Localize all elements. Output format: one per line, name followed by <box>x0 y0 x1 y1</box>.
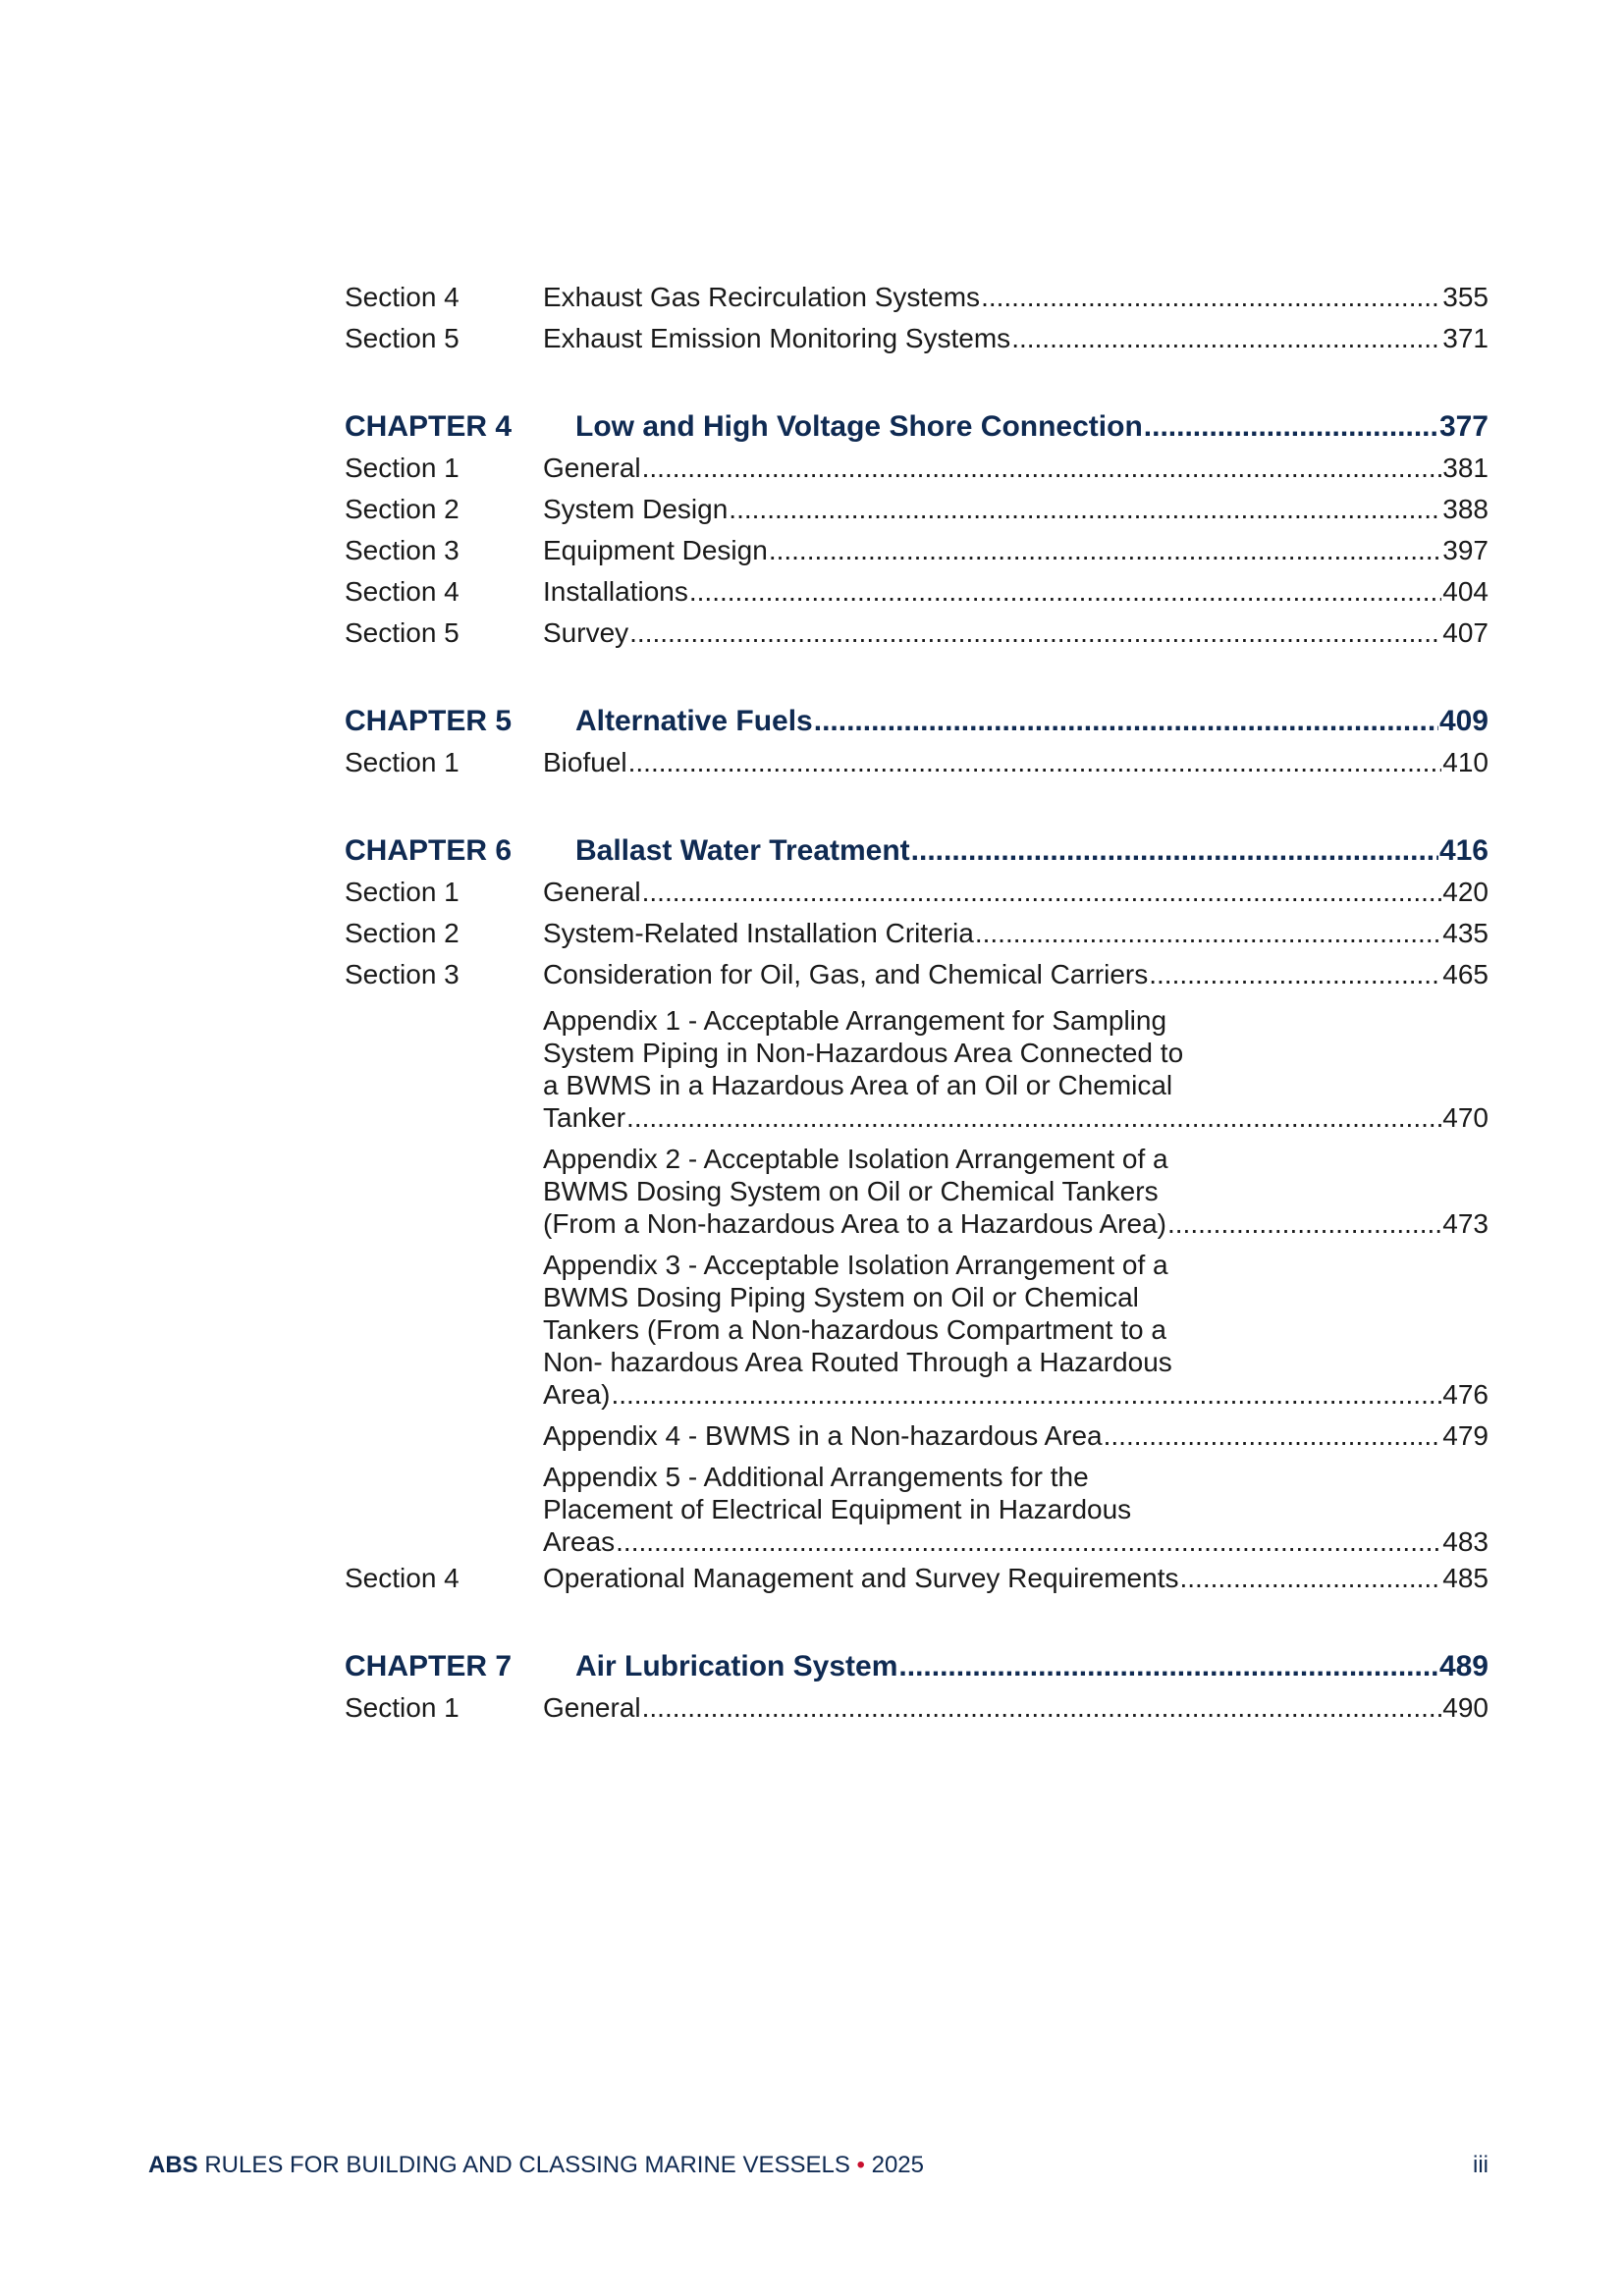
toc-chapter-entry[interactable] <box>345 1646 1489 1687</box>
section-page-number: 410 <box>1442 747 1489 777</box>
chapter-title-line <box>575 1646 1489 1687</box>
toc-section-entry[interactable] <box>345 571 1489 613</box>
section-title-line <box>543 913 1489 954</box>
section-title-line <box>543 1558 1489 1599</box>
toc-section-entry[interactable] <box>345 954 1489 995</box>
toc-section-entry[interactable] <box>345 489 1489 530</box>
section-page-number: 397 <box>1442 535 1489 565</box>
dot-leader <box>1149 954 1441 995</box>
dot-leader <box>616 1525 1441 1558</box>
section-title: General <box>543 1692 641 1723</box>
dot-leader <box>1167 1207 1441 1240</box>
dot-leader <box>1104 1419 1442 1452</box>
chapter-title: Ballast Water Treatment <box>575 834 910 867</box>
appendix-page-number: 483 <box>1442 1526 1489 1557</box>
section-page-number: 420 <box>1442 877 1489 907</box>
toc-section-entry[interactable] <box>345 277 1489 318</box>
dot-leader <box>626 1101 1441 1134</box>
appendix-title-line: BWMS Dosing Piping System on Oil or Chemical <box>543 1282 1139 1312</box>
section-label: Section 1 <box>345 453 460 483</box>
dot-leader <box>729 489 1441 530</box>
dot-leader <box>628 742 1442 783</box>
appendix-page-number: 476 <box>1442 1379 1489 1410</box>
section-title-line <box>543 872 1489 913</box>
appendix-title-line: Appendix 2 - Acceptable Isolation Arrangement of a <box>543 1144 1168 1174</box>
appendix-title-end: Tanker <box>543 1102 626 1133</box>
section-title-line <box>543 448 1489 489</box>
footer-org: ABS <box>148 2152 198 2178</box>
chapter-label: CHAPTER 4 <box>345 410 513 443</box>
appendix-title-line: Appendix 1 - Acceptable Arrangement for Sampling <box>543 1005 1167 1036</box>
appendix-title-block <box>543 1249 1489 1411</box>
dot-leader <box>689 571 1441 613</box>
page-footer <box>148 2152 1489 2187</box>
chapter-page-number: 377 <box>1438 410 1489 443</box>
section-page-number: 355 <box>1442 282 1489 312</box>
section-page-number: 485 <box>1442 1563 1489 1593</box>
section-page-number: 490 <box>1442 1692 1489 1723</box>
section-title-line <box>543 613 1489 654</box>
dot-leader <box>814 701 1438 742</box>
appendix-title-end: Appendix 4 - BWMS in a Non-hazardous Area <box>543 1420 1103 1451</box>
section-title: Equipment Design <box>543 535 768 565</box>
appendix-last-line <box>543 1419 1489 1452</box>
section-title: Operational Management and Survey Requirements <box>543 1563 1179 1593</box>
section-title: System-Related Installation Criteria <box>543 918 974 948</box>
footer-year: 2025 <box>871 2152 924 2178</box>
appendix-title-block <box>543 1004 1489 1134</box>
section-page-number: 381 <box>1442 453 1489 483</box>
appendix-title-line: a BWMS in a Hazardous Area of an Oil or Chemical <box>543 1070 1173 1100</box>
toc-section-entry[interactable] <box>345 448 1489 489</box>
dot-leader <box>629 613 1441 654</box>
appendix-title-end: Area) <box>543 1379 611 1410</box>
toc-section-entry[interactable] <box>345 318 1489 359</box>
section-label: Section 2 <box>345 494 460 524</box>
appendix-last-line <box>543 1207 1489 1240</box>
appendix-title-line: BWMS Dosing System on Oil or Chemical Tankers <box>543 1176 1159 1206</box>
toc-section-entry[interactable] <box>345 872 1489 913</box>
appendix-title-end: (From a Non-hazardous Area to a Hazardous Area) <box>543 1208 1166 1239</box>
section-label: Section 4 <box>345 1563 460 1593</box>
chapter-title-line <box>575 406 1489 448</box>
dot-leader <box>911 830 1438 872</box>
toc-section-entry[interactable] <box>345 742 1489 783</box>
appendix-title-block <box>543 1143 1489 1240</box>
chapter-label: CHAPTER 7 <box>345 1650 513 1682</box>
section-title-line <box>543 954 1489 995</box>
chapter-title-line <box>575 830 1489 872</box>
chapter-title-line <box>575 701 1489 742</box>
section-title-line <box>543 1687 1489 1729</box>
chapter-title: Air Lubrication System <box>575 1650 898 1682</box>
appendix-last-line <box>543 1101 1489 1134</box>
dot-leader <box>1179 1558 1441 1599</box>
dot-leader <box>975 913 1441 954</box>
section-label: Section 3 <box>345 535 460 565</box>
appendix-title-line: Non- hazardous Area Routed Through a Hazardous <box>543 1347 1172 1377</box>
toc-section-entry[interactable] <box>345 1687 1489 1729</box>
dot-leader <box>611 1378 1441 1411</box>
dot-leader <box>981 277 1441 318</box>
section-title-line <box>543 742 1489 783</box>
footer-title <box>148 2152 924 2179</box>
chapter-label: CHAPTER 6 <box>345 834 513 867</box>
dot-leader <box>642 1687 1442 1729</box>
section-label: Section 1 <box>345 877 460 907</box>
chapter-page-number: 409 <box>1438 705 1489 737</box>
toc-chapter-entry[interactable] <box>345 406 1489 448</box>
toc-appendix-entry[interactable] <box>345 1461 1489 1558</box>
section-title: Exhaust Emission Monitoring Systems <box>543 323 1011 353</box>
section-title-line <box>543 277 1489 318</box>
section-label: Section 3 <box>345 959 460 989</box>
section-title-line <box>543 318 1489 359</box>
appendix-title-block <box>543 1419 1489 1452</box>
chapter-page-number: 489 <box>1438 1650 1489 1682</box>
section-page-number: 371 <box>1442 323 1489 353</box>
toc-chapter-entry[interactable] <box>345 701 1489 742</box>
appendix-last-line <box>543 1378 1489 1411</box>
section-title: General <box>543 877 641 907</box>
section-title: Survey <box>543 617 629 648</box>
footer-doc-title: RULES FOR BUILDING AND CLASSING MARINE VESSELS <box>204 2152 850 2178</box>
chapter-title: Alternative Fuels <box>575 705 813 737</box>
section-title: Exhaust Gas Recirculation Systems <box>543 282 981 312</box>
toc-appendix-entry[interactable] <box>345 1249 1489 1411</box>
appendix-title-line: Tankers (From a Non-hazardous Compartment to a <box>543 1314 1166 1345</box>
chapter-label: CHAPTER 5 <box>345 705 513 737</box>
section-title-line <box>543 489 1489 530</box>
appendix-title-line: Appendix 3 - Acceptable Isolation Arrangement of a <box>543 1250 1168 1280</box>
section-title: Biofuel <box>543 747 627 777</box>
toc-section-entry[interactable] <box>345 613 1489 654</box>
section-page-number: 388 <box>1442 494 1489 524</box>
section-page-number: 404 <box>1442 576 1489 607</box>
section-title: System Design <box>543 494 729 524</box>
section-page-number: 407 <box>1442 617 1489 648</box>
section-page-number: 465 <box>1442 959 1489 989</box>
dot-leader <box>898 1646 1438 1687</box>
appendix-title-block <box>543 1461 1489 1558</box>
toc-section-entry[interactable] <box>345 530 1489 571</box>
footer-page-number: iii <box>1473 2152 1489 2178</box>
section-title: General <box>543 453 641 483</box>
appendix-title-line: Placement of Electrical Equipment in Hazardous <box>543 1494 1132 1524</box>
appendix-page-number: 479 <box>1442 1420 1489 1451</box>
dot-leader <box>1011 318 1441 359</box>
appendix-title-line: Appendix 5 - Additional Arrangements for the <box>543 1462 1089 1492</box>
dot-leader <box>769 530 1441 571</box>
section-label: Section 4 <box>345 576 460 607</box>
section-label: Section 5 <box>345 617 460 648</box>
section-title: Consideration for Oil, Gas, and Chemical Carriers <box>543 959 1149 989</box>
dot-leader <box>642 448 1442 489</box>
toc-chapter-entry[interactable] <box>345 830 1489 872</box>
footer-bullet: • <box>856 2152 865 2178</box>
section-title: Installations <box>543 576 688 607</box>
section-label: Section 1 <box>345 1692 460 1723</box>
section-label: Section 5 <box>345 323 460 353</box>
appendix-last-line <box>543 1525 1489 1558</box>
toc-appendix-entry[interactable] <box>345 1004 1489 1134</box>
section-title-line <box>543 530 1489 571</box>
section-title-line <box>543 571 1489 613</box>
toc-section-entry[interactable] <box>345 1558 1489 1599</box>
toc-appendix-entry[interactable] <box>345 1143 1489 1240</box>
appendix-title-end: Areas <box>543 1526 616 1557</box>
dot-leader <box>642 872 1442 913</box>
chapter-title: Low and High Voltage Shore Connection <box>575 410 1143 443</box>
section-label: Section 4 <box>345 282 460 312</box>
section-page-number: 435 <box>1442 918 1489 948</box>
chapter-page-number: 416 <box>1438 834 1489 867</box>
toc-appendix-entry[interactable] <box>345 1419 1489 1452</box>
appendix-page-number: 470 <box>1442 1102 1489 1133</box>
toc-section-entry[interactable] <box>345 913 1489 954</box>
table-of-contents <box>345 277 1489 1729</box>
appendix-title-line: System Piping in Non-Hazardous Area Connected to <box>543 1038 1184 1068</box>
section-label: Section 1 <box>345 747 460 777</box>
appendix-page-number: 473 <box>1442 1208 1489 1239</box>
dot-leader <box>1144 406 1438 448</box>
section-label: Section 2 <box>345 918 460 948</box>
